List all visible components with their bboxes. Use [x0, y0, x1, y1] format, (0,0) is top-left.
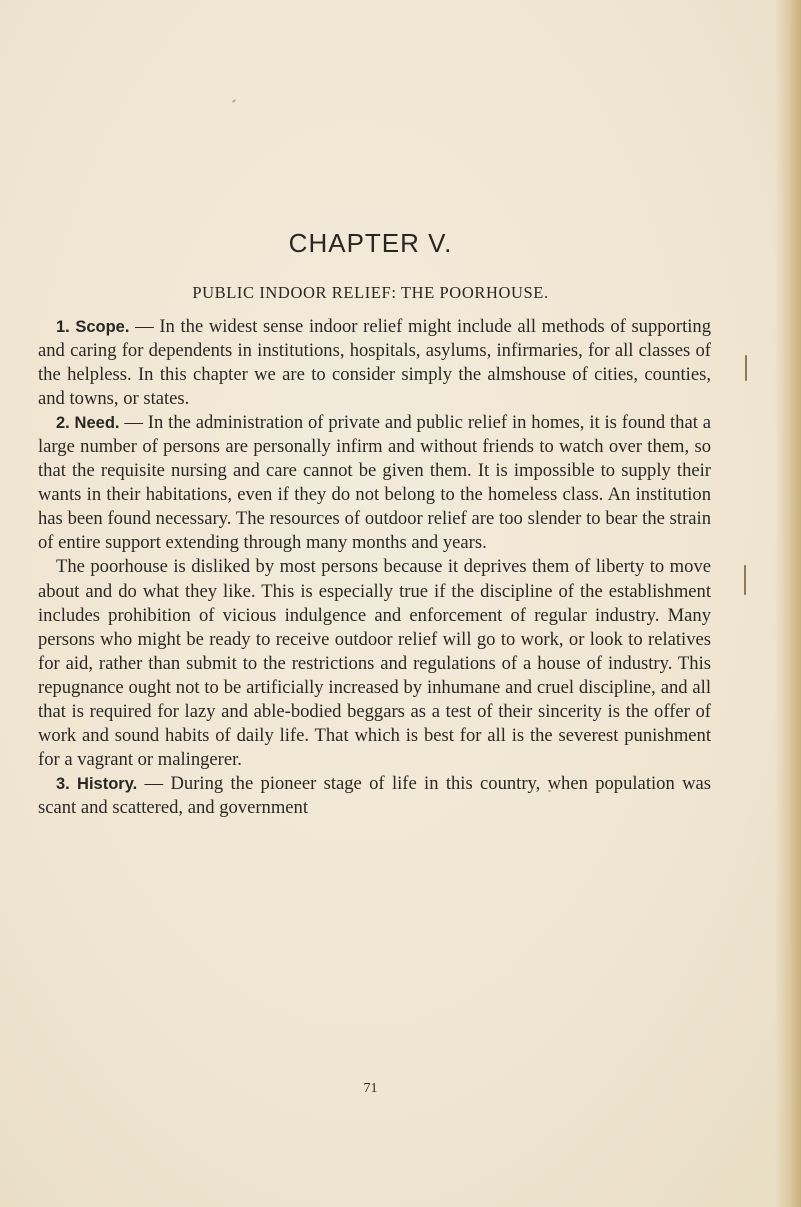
chapter-subtitle: PUBLIC INDOOR RELIEF: THE POORHOUSE. [192, 283, 549, 302]
paragraph-need [38, 411, 711, 555]
paragraph-text: — During the pioneer stage of life in this country, when population was scant and scattered, and government [38, 772, 711, 818]
paragraph-poorhouse: The poorhouse is disliked by most persons because it deprives them of liberty to move about and do what they like. This is especially true if the discipline of the establishment includes prohibition of vicious indulgence and enforcement of regular industry. Many persons who might be ready to receive outdoor relief will go to work, or look to relatives for aid, rather than submit to the restrictions and regulations of a house of industry. This repugnance ought not to be artificially increased by inhumane and cruel discipline, and all that is required for lazy and able-bodied beggars as a test of their sincerity is the offer of work and sound habits of daily life. That which is best for all is the severest punishment for a vagrant or malingerer. [38, 556, 711, 770]
paragraph-scope [38, 315, 711, 411]
paragraph-text: — In the administration of private and public relief in homes, it is found that a large number of persons are personally infirm and without friends to watch over them, so that the requisite nursing and care cannot be given them. It is impossible to supply their wants in their habitations, even if they do not belong to the homeless class. An institution has been found necessary. The resources of outdoor relief are too slender to bear the strain of entire support extending through many months and years. [38, 412, 711, 554]
body-text [38, 315, 711, 820]
page-number: 71 [363, 1081, 378, 1096]
chapter-title: CHAPTER V. [288, 228, 453, 258]
section-lead-scope: 1. Scope. [56, 318, 130, 336]
section-lead-need: 2. Need. [56, 414, 120, 433]
paragraph-text: — In the widest sense indoor relief might include all methods of supporting and caring for dependents in institutions, hospitals, asylums, infirmaries, for all classes of the helpless. In this chapter we are to consider simply the almshouse of cities, counties, and towns, or states. [38, 316, 711, 410]
section-lead-history: 3. History. [56, 774, 138, 793]
paragraph-history [38, 772, 711, 820]
